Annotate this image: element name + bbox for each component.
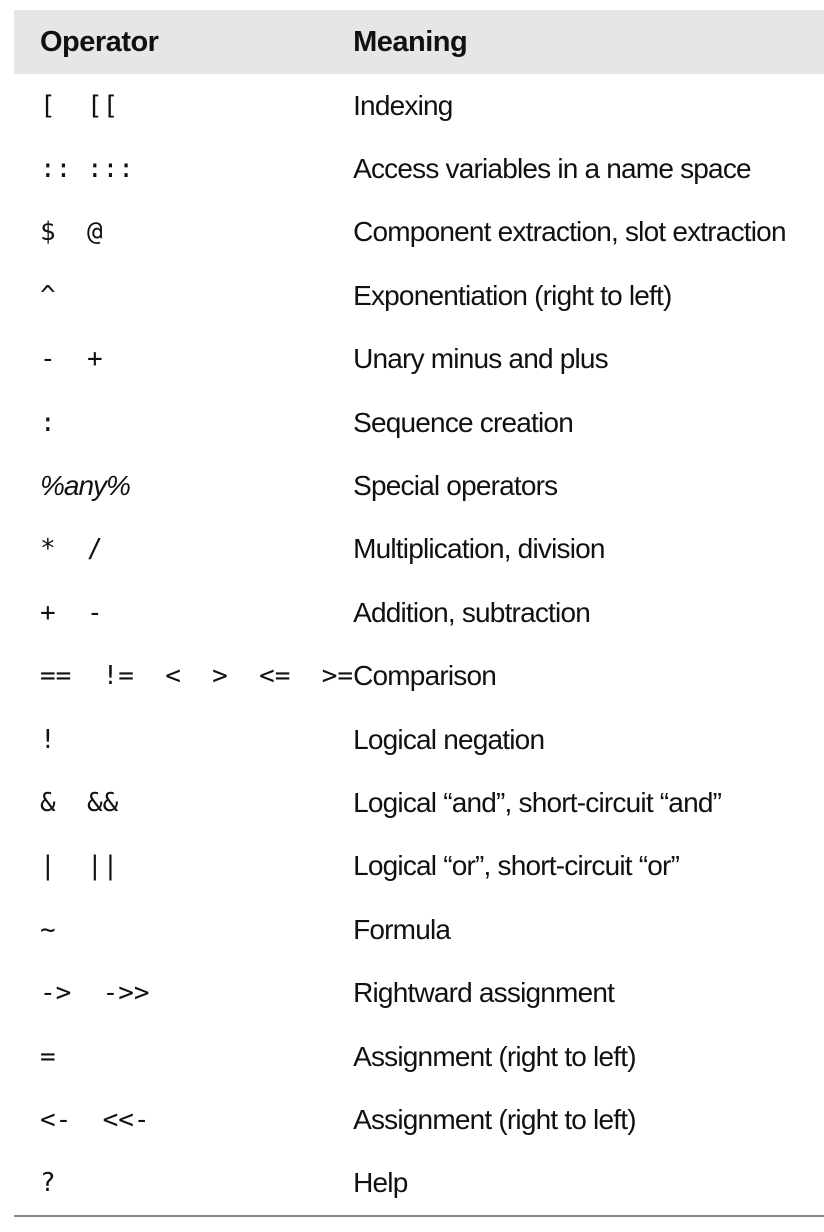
meaning-cell: Component extraction, slot extraction: [353, 216, 786, 248]
meaning-cell: Sequence creation: [353, 406, 573, 438]
table-row: [14, 961, 824, 1024]
header-row: [14, 10, 824, 74]
meaning-cell: Comparison: [353, 660, 497, 692]
meaning-cell: Addition, subtraction: [353, 596, 590, 628]
table-row: [14, 581, 824, 644]
table-row: [14, 74, 824, 137]
table-bottom-rule: [14, 1215, 824, 1217]
operator-cell: ^: [40, 280, 56, 311]
table-row: [14, 1025, 824, 1088]
table-row: [14, 835, 824, 898]
meaning-cell: Formula: [353, 913, 451, 945]
table-row: [14, 454, 824, 517]
header-operator: Operator: [40, 25, 159, 58]
header-meaning: Meaning: [353, 25, 468, 58]
meaning-cell: Logical “or”, short-circuit “or”: [353, 850, 680, 882]
operator-cell: == != < > <= >=: [40, 661, 354, 692]
meaning-cell: Indexing: [353, 89, 453, 121]
operator-cell: ?: [40, 1168, 56, 1199]
meaning-cell: Access variables in a name space: [353, 153, 751, 185]
table-row: [14, 1088, 824, 1151]
operator-cell: =: [40, 1041, 56, 1072]
table-row: [14, 771, 824, 834]
operator-precedence-table: [14, 10, 824, 1215]
meaning-cell: Unary minus and plus: [353, 343, 608, 375]
operator-cell: $ @: [40, 217, 103, 248]
table-row: [14, 328, 824, 391]
operator-cell: !: [40, 724, 56, 755]
table-row: [14, 518, 824, 581]
table-row: [14, 898, 824, 961]
table-row: [14, 201, 824, 264]
operator-cell: * /: [40, 534, 103, 565]
operator-cell: + -: [40, 597, 103, 628]
table-body: [14, 74, 824, 1215]
operator-cell: - +: [40, 344, 103, 375]
meaning-cell: Assignment (right to left): [353, 1040, 636, 1072]
table-row: [14, 391, 824, 454]
meaning-cell: Logical “and”, short-circuit “and”: [353, 786, 722, 818]
meaning-cell: Logical negation: [353, 723, 545, 755]
table-row: [14, 137, 824, 200]
operator-cell: -> ->>: [40, 978, 150, 1009]
meaning-cell: Multiplication, division: [353, 533, 605, 565]
meaning-cell: Exponentiation (right to left): [353, 279, 672, 311]
operator-cell: & &&: [40, 787, 119, 818]
operator-cell: <- <<-: [40, 1104, 150, 1135]
meaning-cell: Assignment (right to left): [353, 1103, 636, 1135]
operator-cell: :: [40, 407, 56, 438]
table-row: [14, 1152, 824, 1215]
meaning-cell: Rightward assignment: [353, 977, 615, 1009]
table-row: [14, 708, 824, 771]
table-header: [14, 10, 824, 74]
operator-cell: [ [[: [40, 90, 119, 121]
operator-cell: | ||: [40, 851, 119, 882]
operator-cell: %any%: [40, 470, 130, 502]
meaning-cell: Help: [353, 1167, 408, 1199]
table-row: [14, 645, 824, 708]
operator-cell: :: :::: [40, 154, 134, 185]
operator-cell: ~: [40, 914, 56, 945]
meaning-cell: Special operators: [353, 470, 558, 502]
table-row: [14, 264, 824, 327]
